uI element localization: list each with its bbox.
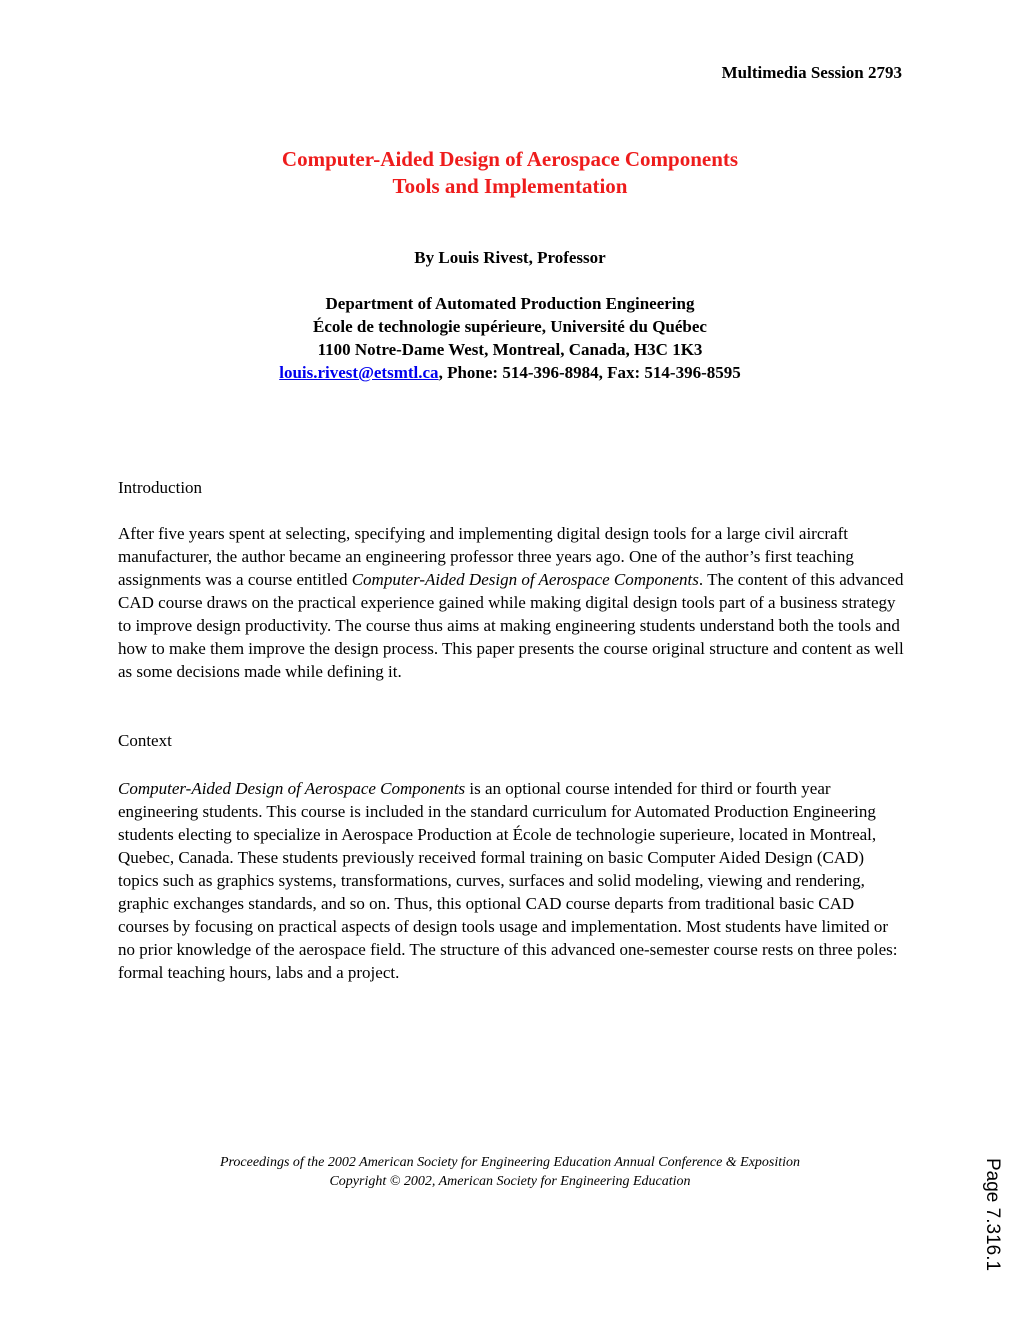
contact-line: [0, 361, 1020, 384]
footer-proceedings: Proceedings of the 2002 American Society for Engineering Education Annual Conference & Exposition: [219, 1155, 801, 1170]
intro-text-1: After five years spent at selecting, specifying and implementing digital design tools for a large civil aircraft manufacturer, the author became an engineering professor three years ago. One of the author’s first teaching assignments was a course entitled: [118, 524, 854, 589]
intro-course-title: Computer-Aided Design of Aerospace Components: [351, 570, 699, 589]
paper-subtitle: Tools and Implementation: [392, 174, 628, 198]
context-paragraph: [118, 777, 908, 984]
author-byline: By Louis Rivest, Professor: [414, 248, 606, 267]
affiliation-block: [0, 292, 1020, 384]
context-course-title: Computer-Aided Design of Aerospace Components: [118, 779, 466, 798]
introduction-heading: Introduction: [118, 478, 203, 497]
department: Department of Automated Production Engineering: [325, 294, 695, 313]
session-label: Multimedia Session 2793: [721, 63, 902, 82]
intro-text-2: . The content of this advanced CAD course draws on the practical experience gained while making digital design tools part of a business strategy to improve design productivity. The course thus aims at making engineering students understand both the tools and how to make them improve the design process. This paper presents the course original structure and content as well as some decisions made while defining it.: [118, 570, 904, 681]
context-text: is an optional course intended for third or fourth year engineering students. This course is included in the standard curriculum for Automated Production Engineering students electing to specialize in Aerospace Production at École de technologie superieure, located in Montreal, Quebec, Canada. These students previously received formal training on basic Computer Aided Design (CAD) topics such as graphics systems, transformations, curves, surfaces and solid modeling, viewing and rendering, graphic exchanges standards, and so on. Thus, this optional CAD course departs from traditional basic CAD courses by focusing on practical aspects of design tools usage and implementation. Most students have limited or no prior knowledge of the aerospace field. The structure of this advanced one-semester course rests on three poles: formal teaching hours, labs and a project.: [118, 779, 898, 982]
page-number: Page 7.316.1: [982, 1158, 1003, 1272]
footer-copyright: Copyright © 2002, American Society for Engineering Education: [329, 1174, 691, 1189]
contact-phone-fax: , Phone: 514-396-8984, Fax: 514-396-8595: [438, 363, 741, 382]
introduction-paragraph: [118, 522, 908, 683]
paper-title: Computer-Aided Design of Aerospace Components: [281, 147, 739, 171]
proceedings-footer: [0, 1153, 1020, 1191]
address: 1100 Notre-Dame West, Montreal, Canada, H3C 1K3: [317, 340, 703, 359]
email-link[interactable]: louis.rivest@etsmtl.ca: [279, 363, 439, 382]
school: École de technologie supérieure, Université du Québec: [313, 317, 707, 336]
context-heading: Context: [118, 731, 172, 750]
